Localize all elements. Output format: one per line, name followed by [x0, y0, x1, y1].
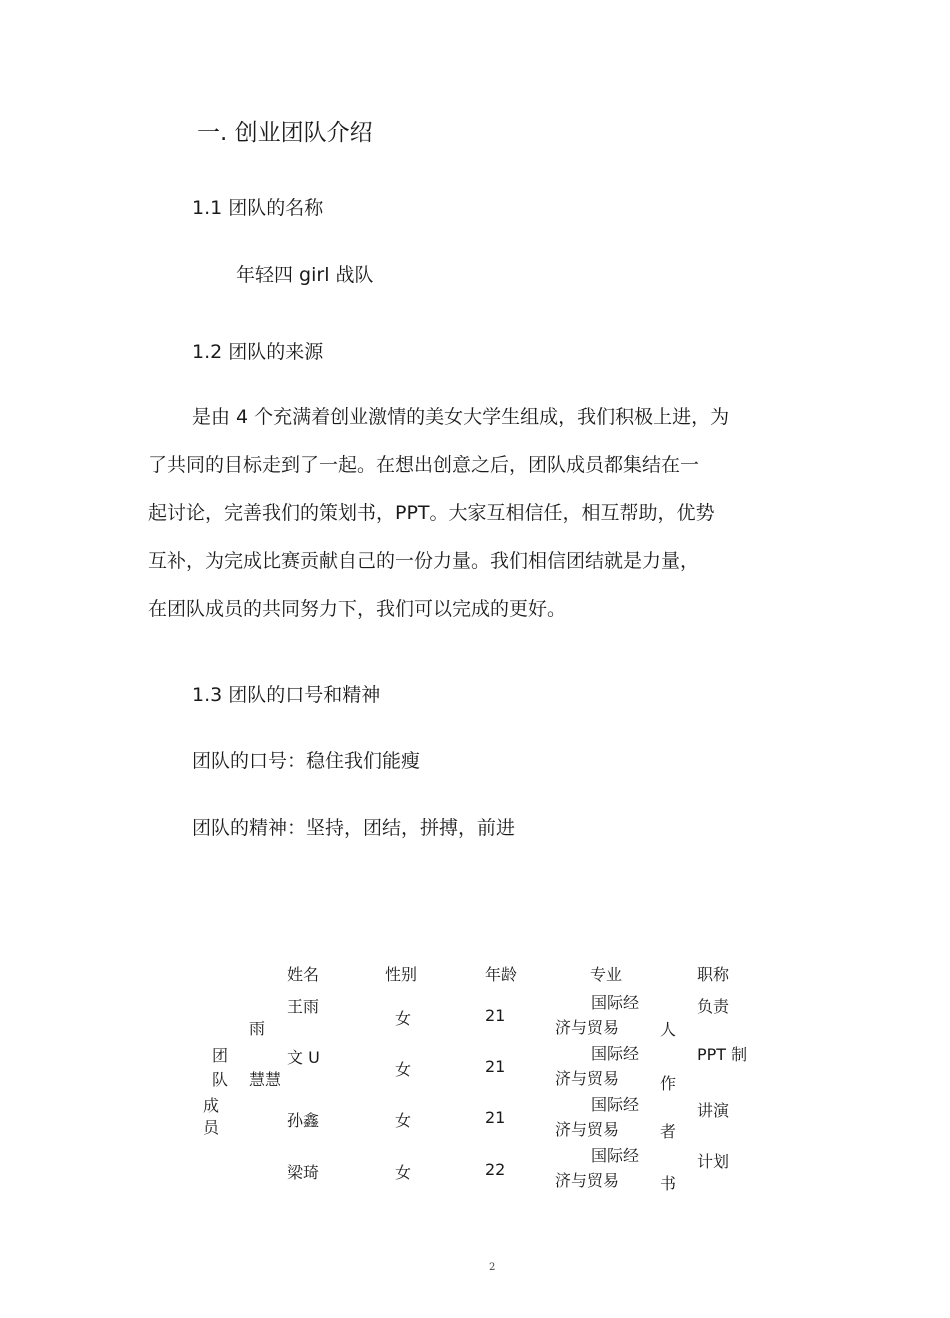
team-name-text: 年轻四 girl 战队	[236, 264, 374, 286]
row-label-char: 成	[203, 1096, 220, 1115]
member-major: 济与贸易	[555, 1171, 620, 1190]
member-major: 济与贸易	[555, 1069, 620, 1088]
member-major: 国际经	[591, 1095, 640, 1114]
member-gender: 女	[395, 1163, 412, 1182]
header-age: 年龄	[485, 965, 518, 984]
paragraph-line: 互补，为完成比赛贡献自己的一份力量。我们相信团结就是力量，	[148, 550, 700, 572]
member-gender: 女	[395, 1111, 412, 1130]
member-name: 文 U	[287, 1048, 320, 1067]
member-name: 梁琦	[287, 1163, 320, 1182]
member-age: 21	[485, 1057, 506, 1076]
member-major: 国际经	[591, 1146, 640, 1165]
paragraph-line: 了共同的目标走到了一起。在想出创意之后，团队成员都集结在一	[148, 454, 700, 476]
header-gender: 性别	[385, 965, 418, 984]
member-age: 21	[485, 1108, 506, 1127]
title-fragment: 作	[660, 1074, 677, 1093]
team-spirit: 团队的精神：坚持，团结，拼搏，前进	[192, 817, 516, 839]
member-name: 孙鑫	[287, 1111, 320, 1130]
header-title: 职称	[697, 965, 730, 984]
title-fragment: 人	[660, 1020, 677, 1039]
member-age: 22	[485, 1160, 506, 1179]
paragraph-line: 起讨论，完善我们的策划书，PPT。大家互相信任，相互帮助，优势	[148, 502, 715, 524]
page-number: 2	[489, 1262, 496, 1273]
member-major: 济与贸易	[555, 1018, 620, 1037]
member-title: 计划	[697, 1152, 730, 1171]
member-major: 济与贸易	[555, 1120, 620, 1139]
row-label-char: 队	[212, 1070, 229, 1089]
team-origin-paragraph	[148, 393, 808, 633]
heading-team-origin: 1.2 团队的来源	[192, 341, 324, 363]
member-age: 21	[485, 1006, 506, 1025]
member-name-fragment: 雨	[249, 1019, 266, 1038]
row-label-char: 员	[203, 1118, 220, 1137]
heading-slogan-spirit: 1.3 团队的口号和精神	[192, 684, 381, 706]
member-title: 负责	[697, 997, 730, 1016]
member-title: 讲演	[697, 1101, 730, 1120]
member-name-fragment: 慧慧	[249, 1070, 282, 1089]
paragraph-line: 在团队成员的共同努力下，我们可以完成的更好。	[148, 598, 567, 620]
member-major: 国际经	[591, 1044, 640, 1063]
header-name: 姓名	[287, 965, 320, 984]
header-major: 专业	[590, 965, 623, 984]
row-label-char: 团	[212, 1046, 229, 1065]
member-gender: 女	[395, 1009, 412, 1028]
member-name: 王雨	[287, 997, 320, 1016]
section-title: 一. 创业团队介绍	[197, 120, 373, 146]
title-fragment: 者	[660, 1122, 677, 1141]
team-slogan: 团队的口号：稳住我们能瘦	[192, 750, 421, 772]
paragraph-line: 是由 4 个充满着创业激情的美女大学生组成，我们积极上进，为	[192, 406, 730, 428]
title-fragment: 书	[660, 1174, 677, 1193]
member-major: 国际经	[591, 993, 640, 1012]
member-gender: 女	[395, 1060, 412, 1079]
member-title: PPT 制	[697, 1045, 748, 1064]
heading-team-name: 1.1 团队的名称	[192, 197, 324, 219]
